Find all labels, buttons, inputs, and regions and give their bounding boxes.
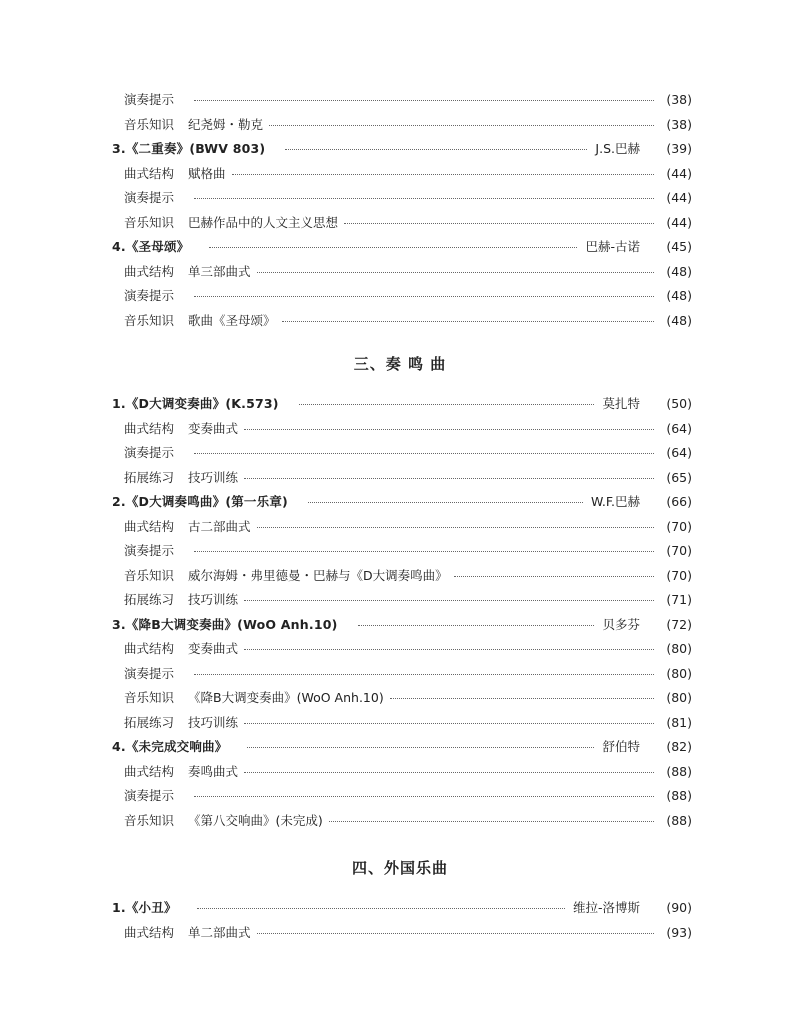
page-number: (80) [666, 690, 692, 705]
toc-subentry[interactable] [0, 515, 800, 539]
toc-entry[interactable] [0, 137, 800, 161]
page-number: (38) [666, 92, 692, 107]
composer-name: 莫扎特 [602, 396, 640, 411]
entry-lead [124, 211, 338, 235]
toc-subentry[interactable] [0, 637, 800, 661]
entry-lead [124, 564, 448, 588]
entry-lead [124, 515, 251, 539]
page-number: (64) [666, 445, 692, 460]
page-number: (88) [666, 812, 692, 828]
toc-subentry[interactable] [0, 211, 800, 235]
entry-lead [112, 490, 302, 514]
entry-label: 演奏提示 [124, 665, 175, 681]
entry-text: 变奏曲式 [188, 641, 239, 656]
entry-text: 巴赫作品中的人文主义思想 [188, 214, 339, 230]
page-number: (80) [666, 665, 692, 681]
page-number: (48) [666, 263, 692, 279]
entry-text: 《降B大调变奏曲》(WoO Anh.10) [188, 690, 384, 705]
page-number: (64) [666, 420, 692, 436]
toc-subentry[interactable] [0, 113, 800, 137]
toc-subentry[interactable] [0, 88, 800, 112]
page-number: (39) [666, 141, 692, 156]
entry-label: 曲式结构 [124, 641, 175, 656]
page-number: (66) [666, 494, 692, 509]
entry-lead [124, 441, 188, 465]
entry-lead [124, 162, 226, 186]
composer-name: 维拉-洛博斯 [572, 900, 640, 915]
page-number: (48) [666, 312, 692, 328]
composer-name: J.S.巴赫 [595, 141, 640, 156]
toc-subentry[interactable] [0, 539, 800, 563]
entry-lead [124, 466, 238, 490]
entry-label: 4.《未完成交响曲》 [112, 739, 228, 754]
composer-name: 巴赫-古诺 [585, 239, 640, 254]
dot-leader [244, 723, 654, 724]
entry-label: 拓展练习 [124, 469, 175, 485]
entry-lead [124, 186, 188, 210]
entry-label: 拓展练习 [124, 592, 175, 607]
entry-text: 威尔海姆・弗里德曼・巴赫与《D大调奏鸣曲》 [188, 567, 448, 583]
entry-lead [124, 284, 188, 308]
entry-lead [124, 784, 188, 808]
page-number: (82) [666, 739, 692, 754]
entry-text: 古二部曲式 [188, 518, 251, 534]
toc-subentry[interactable] [0, 441, 800, 465]
entry-label: 演奏提示 [124, 445, 175, 460]
page-number: (71) [666, 592, 692, 607]
dot-leader [344, 223, 654, 224]
toc-subentry[interactable] [0, 784, 800, 808]
entry-lead [124, 711, 238, 735]
entry-lead [124, 686, 384, 710]
dot-leader [194, 198, 654, 199]
page-number: (90) [666, 900, 692, 915]
entry-lead [112, 735, 241, 759]
entry-lead [124, 260, 251, 284]
entry-label: 曲式结构 [124, 924, 175, 940]
toc-entry[interactable] [0, 235, 800, 259]
entry-lead [124, 760, 238, 784]
page-number: (81) [666, 714, 692, 730]
toc-entry[interactable] [0, 735, 800, 759]
entry-label: 演奏提示 [124, 543, 175, 558]
entry-label: 3.《降B大调变奏曲》(WoO Anh.10) [112, 616, 338, 632]
page-number: (65) [666, 469, 692, 485]
toc-subentry[interactable] [0, 809, 800, 833]
entry-label: 2.《D大调奏鸣曲》(第一乐章) [112, 494, 288, 509]
dot-leader [454, 576, 655, 577]
toc-subentry[interactable] [0, 284, 800, 308]
entry-lead [124, 588, 238, 612]
page-number: (38) [666, 116, 692, 132]
toc-subentry[interactable] [0, 162, 800, 186]
entry-label: 4.《圣母颂》 [112, 239, 190, 254]
toc-entry[interactable] [0, 490, 800, 514]
dot-leader [244, 600, 654, 601]
toc-subentry[interactable] [0, 686, 800, 710]
entry-text: 变奏曲式 [188, 420, 239, 436]
page-number: (70) [666, 518, 692, 534]
entry-text: 奏鸣曲式 [188, 763, 239, 779]
entry-lead [112, 613, 352, 637]
toc-subentry[interactable] [0, 260, 800, 284]
toc-subentry[interactable] [0, 662, 800, 686]
entry-lead [124, 417, 238, 441]
dot-leader [244, 772, 654, 773]
page-number: (88) [666, 788, 692, 803]
toc-subentry[interactable] [0, 921, 800, 945]
page-number: (44) [666, 214, 692, 230]
dot-leader [232, 174, 655, 175]
dot-leader [244, 478, 654, 479]
entry-label: 1.《小丑》 [112, 900, 177, 915]
entry-label: 曲式结构 [124, 518, 175, 534]
dot-leader [308, 502, 583, 503]
composer-name: W.F.巴赫 [590, 494, 640, 509]
entry-label: 曲式结构 [124, 263, 175, 279]
toc-entry[interactable] [0, 392, 800, 416]
entry-lead [124, 309, 276, 333]
dot-leader [358, 625, 595, 626]
entry-lead [112, 392, 293, 416]
dot-leader [257, 933, 655, 934]
entry-lead [124, 113, 263, 137]
toc-entry[interactable] [0, 613, 800, 637]
section-heading: 四、外国乐曲 [351, 859, 448, 877]
entry-lead [112, 896, 191, 920]
dot-leader [194, 296, 654, 297]
entry-text: 《第八交响曲》(未完成) [188, 812, 323, 828]
page-number: (45) [666, 239, 692, 254]
entry-label: 音乐知识 [124, 812, 175, 828]
page-number: (48) [666, 288, 692, 303]
section-heading: 三、奏 鸣 曲 [353, 355, 447, 373]
entry-label: 音乐知识 [124, 690, 175, 705]
dot-leader [244, 649, 654, 650]
dot-leader [257, 272, 655, 273]
entry-text: 纪尧姆・勒克 [188, 116, 264, 132]
entry-label: 音乐知识 [124, 567, 175, 583]
toc-subentry[interactable] [0, 466, 800, 490]
dot-leader [244, 429, 654, 430]
toc-subentry[interactable] [0, 564, 800, 588]
entry-label: 1.《D大调变奏曲》(K.573) [112, 396, 279, 411]
composer-name: 舒伯特 [602, 739, 640, 754]
entry-label: 演奏提示 [124, 788, 175, 803]
page-number: (44) [666, 165, 692, 181]
entry-label: 音乐知识 [124, 312, 175, 328]
entry-label: 演奏提示 [124, 92, 175, 107]
entry-text: 单三部曲式 [188, 263, 251, 279]
toc-subentry[interactable] [0, 588, 800, 612]
dot-leader [282, 321, 655, 322]
entry-label: 曲式结构 [124, 420, 175, 436]
entry-label: 曲式结构 [124, 763, 175, 779]
entry-lead [124, 662, 188, 686]
dot-leader [194, 551, 654, 552]
page-number: (80) [666, 641, 692, 656]
dot-leader [197, 908, 565, 909]
entry-text: 赋格曲 [188, 165, 226, 181]
entry-lead [124, 921, 251, 945]
page-number: (50) [666, 396, 692, 411]
entry-text: 技巧训练 [188, 714, 239, 730]
entry-label: 演奏提示 [124, 288, 175, 303]
entry-lead [124, 637, 238, 661]
entry-lead [112, 235, 203, 259]
dot-leader [390, 698, 655, 699]
toc-subentry[interactable] [0, 309, 800, 333]
dot-leader [194, 674, 654, 675]
entry-text: 单二部曲式 [188, 924, 251, 940]
dot-leader [257, 527, 655, 528]
dot-leader [247, 747, 594, 748]
page-number: (70) [666, 543, 692, 558]
entry-label: 音乐知识 [124, 214, 175, 230]
entry-label: 音乐知识 [124, 116, 175, 132]
toc-subentry[interactable] [0, 186, 800, 210]
entry-text: 歌曲《圣母颂》 [188, 312, 276, 328]
dot-leader [299, 404, 595, 405]
page-number: (70) [666, 567, 692, 583]
dot-leader [329, 821, 655, 822]
toc-entry[interactable] [0, 896, 800, 920]
dot-leader [194, 453, 654, 454]
entry-lead [124, 809, 323, 833]
page-number: (93) [666, 924, 692, 940]
toc-subentry[interactable] [0, 711, 800, 735]
page-number: (72) [666, 616, 692, 632]
entry-lead [124, 539, 188, 563]
toc-subentry[interactable] [0, 760, 800, 784]
entry-lead [124, 88, 188, 112]
entry-label: 3.《二重奏》(BWV 803) [112, 141, 266, 156]
dot-leader [209, 247, 577, 248]
entry-label: 曲式结构 [124, 165, 175, 181]
dot-leader [194, 796, 654, 797]
dot-leader [194, 100, 654, 101]
dot-leader [269, 125, 654, 126]
page-number: (88) [666, 763, 692, 779]
entry-label: 演奏提示 [124, 190, 175, 205]
entry-text: 技巧训练 [188, 469, 239, 485]
composer-name: 贝多芬 [602, 616, 640, 632]
entry-label: 拓展练习 [124, 714, 175, 730]
entry-text: 技巧训练 [188, 592, 239, 607]
toc-subentry[interactable] [0, 417, 800, 441]
dot-leader [285, 149, 587, 150]
entry-lead [112, 137, 279, 161]
page-number: (44) [666, 190, 692, 205]
